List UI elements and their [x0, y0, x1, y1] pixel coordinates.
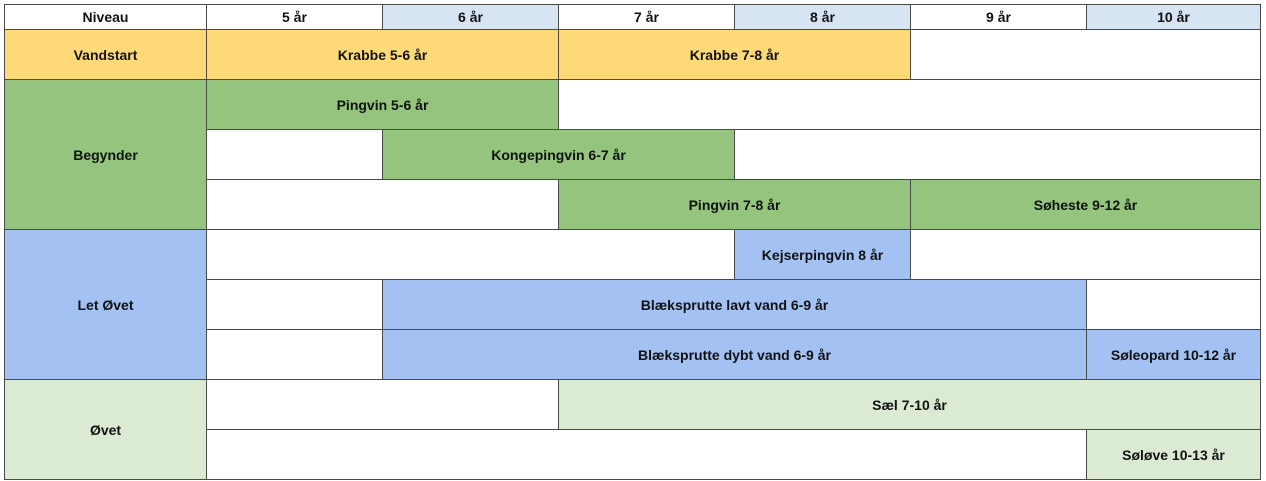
empty-cell [911, 30, 1261, 80]
header-age-10: 10 år [1087, 5, 1261, 30]
empty-cell [559, 80, 1261, 130]
row-ovet-1 [5, 380, 1261, 430]
level-vandstart: Vandstart [5, 30, 207, 80]
class-soheste-9-12: Søheste 9-12 år [911, 180, 1261, 230]
class-krabbe-7-8: Krabbe 7-8 år [559, 30, 911, 80]
header-row [5, 5, 1261, 30]
header-age-8: 8 år [735, 5, 911, 30]
schedule-table [4, 4, 1261, 480]
empty-cell [1087, 280, 1261, 330]
header-niveau: Niveau [5, 5, 207, 30]
class-pingvin-5-6: Pingvin 5-6 år [207, 80, 559, 130]
class-kejserpingvin-8: Kejserpingvin 8 år [735, 230, 911, 280]
empty-cell [207, 280, 383, 330]
empty-cell [207, 130, 383, 180]
class-pingvin-7-8: Pingvin 7-8 år [559, 180, 911, 230]
class-krabbe-5-6: Krabbe 5-6 år [207, 30, 559, 80]
header-age-5: 5 år [207, 5, 383, 30]
row-vandstart [5, 30, 1261, 80]
class-solove-10-13: Søløve 10-13 år [1087, 430, 1261, 480]
level-begynder: Begynder [5, 80, 207, 230]
level-ovet: Øvet [5, 380, 207, 480]
row-let-ovet-1 [5, 230, 1261, 280]
header-age-9: 9 år [911, 5, 1087, 30]
empty-cell [207, 330, 383, 380]
empty-cell [911, 230, 1261, 280]
empty-cell [735, 130, 1261, 180]
class-soleopard-10-12: Søleopard 10-12 år [1087, 330, 1261, 380]
header-age-6: 6 år [383, 5, 559, 30]
class-blaeksprutte-lavt-vand: Blæksprutte lavt vand 6-9 år [383, 280, 1087, 330]
row-begynder-1 [5, 80, 1261, 130]
level-let-ovet: Let Øvet [5, 230, 207, 380]
empty-cell [207, 230, 735, 280]
empty-cell [207, 380, 559, 430]
empty-cell [207, 430, 1087, 480]
class-blaeksprutte-dybt-vand: Blæksprutte dybt vand 6-9 år [383, 330, 1087, 380]
empty-cell [207, 180, 559, 230]
class-sael-7-10: Sæl 7-10 år [559, 380, 1261, 430]
header-age-7: 7 år [559, 5, 735, 30]
class-kongepingvin-6-7: Kongepingvin 6-7 år [383, 130, 735, 180]
